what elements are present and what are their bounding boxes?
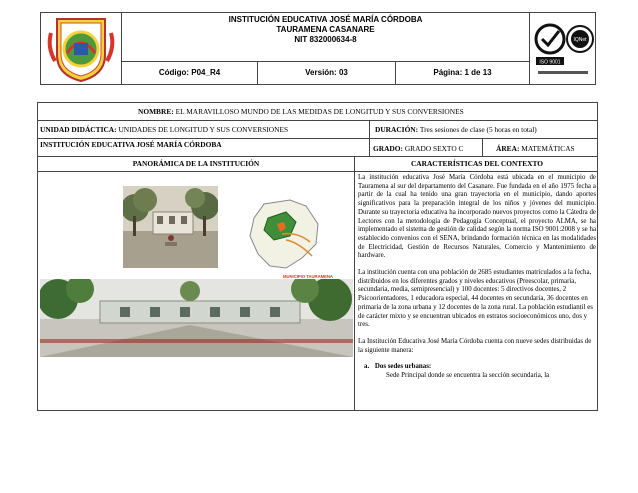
city-title: TAURAMENA CASANARE — [276, 25, 375, 34]
duration-value: Tres sesiones de clase (5 horas en total) — [419, 125, 537, 134]
context-paragraph-1: La institución educativa José María Córdoba está ubicada en el municipio de Tauramena al sur del departamento del Casanare. Fue fundada en el año 1975 fecha a partir de la cual ha tenido una gran trayectoria en el municipio, dando aportes significativos para la preparación integral de los niños y jóvenes del municipio. Durante su trayectoria educativa ha incorporado nuevos proyectos como la Cátedra de Lectores con la metodología de Pedagogía Conceptual, el proyecto ALMA, se ha implementado el sistema de gestión de calidad según la norma ISO 9001:2008 y se ha establecido convenios con el SENA, brindando formación técnica en las modalidades de Electricidad, Gestión de Recursos Naturales, Comercio y Mantenimiento de hardware. — [358, 174, 596, 260]
doc-page: Página: 1 de 13 — [433, 68, 492, 77]
institution-line: INSTITUCIÓN EDUCATIVA JOSÉ MARÍA CÓRDOBA — [40, 140, 222, 149]
header-code-cell — [121, 61, 258, 85]
context-paragraph-3: La Institución Educativa José María Córdoba cuenta con nueve sedes distribuidas de la siguiente manera: — [358, 337, 592, 354]
list-item-text: Sede Principal donde se encuentra la sección secundaria, la — [386, 372, 550, 380]
nit-title: NIT 832000634-8 — [294, 35, 357, 44]
doc-code: Código: P04_R4 — [158, 68, 221, 77]
content-row — [37, 171, 598, 411]
header-version-cell — [257, 61, 396, 85]
list-marker: a. — [364, 363, 370, 371]
name-value: EL MARAVILLOSO MUNDO DE LAS MEDIDAS DE LONGITUD Y SUS CONVERSIONES — [175, 107, 464, 116]
area-value: MATEMÁTICAS — [521, 144, 575, 153]
certification-logos — [530, 13, 596, 84]
grade-value: GRADO SEXTO C — [404, 144, 464, 153]
name-row — [37, 102, 598, 121]
svg-text:ISO 9001: ISO 9001 — [539, 59, 561, 66]
context-paragraph-2: La institución cuenta con una población de 2685 estudiantes matriculados a la fecha, distribuidos en los diferentes grados y niveles educativos (Preescolar, primaria, secundaria, media, semipresencial) y 100 docentes: 5 directivos docentes, 2 Psicoorientadores, 1 educadora especial, 44 docentes en secundaria, 36 docentes en primaria de la zona urbana y 12 docentes de la zona rural. La población estudiantil es de carácter mixto y se encuentran ubicados en estratos socioeconómicos uno, dos y tres. — [358, 269, 593, 329]
duration-label: DURACIÓN: — [375, 125, 419, 134]
doc-version: Versión: 03 — [305, 68, 348, 77]
school-photo-top — [123, 186, 218, 268]
unit-value: UNIDADES DE LONGITUD Y SUS CONVERSIONES — [118, 125, 289, 134]
school-shield-logo — [41, 13, 121, 84]
institution-title: INSTITUCIÓN EDUCATIVA JOSÉ MARÍA CÓRDOBA — [228, 15, 423, 24]
list-item-title: Dos sedes urbanas: — [374, 363, 432, 371]
context-text — [358, 174, 596, 410]
svg-text:IQNet: IQNet — [573, 37, 587, 43]
unit-label: UNIDAD DIDÁCTICA: — [40, 125, 117, 134]
area-label: ÁREA: — [496, 144, 520, 153]
grade-label: GRADO: — [373, 144, 403, 153]
svg-text:MUNICIPIO TAURAMENA: MUNICIPIO TAURAMENA — [283, 274, 333, 279]
header-logo-cell — [40, 12, 122, 85]
context-heading: CARACTERÍSTICAS DEL CONTEXTO — [410, 159, 544, 168]
unit-row — [37, 120, 598, 139]
header-cert-cell — [529, 12, 596, 85]
header-page-cell — [395, 61, 530, 85]
school-panoramic-photo — [40, 279, 353, 357]
name-label: NOMBRE: — [138, 107, 174, 116]
header-title-cell — [121, 12, 530, 62]
headings-row — [37, 156, 598, 172]
panoramic-heading: PANORÁMICA DE LA INSTITUCIÓN — [132, 159, 260, 168]
grade-row — [37, 138, 598, 157]
